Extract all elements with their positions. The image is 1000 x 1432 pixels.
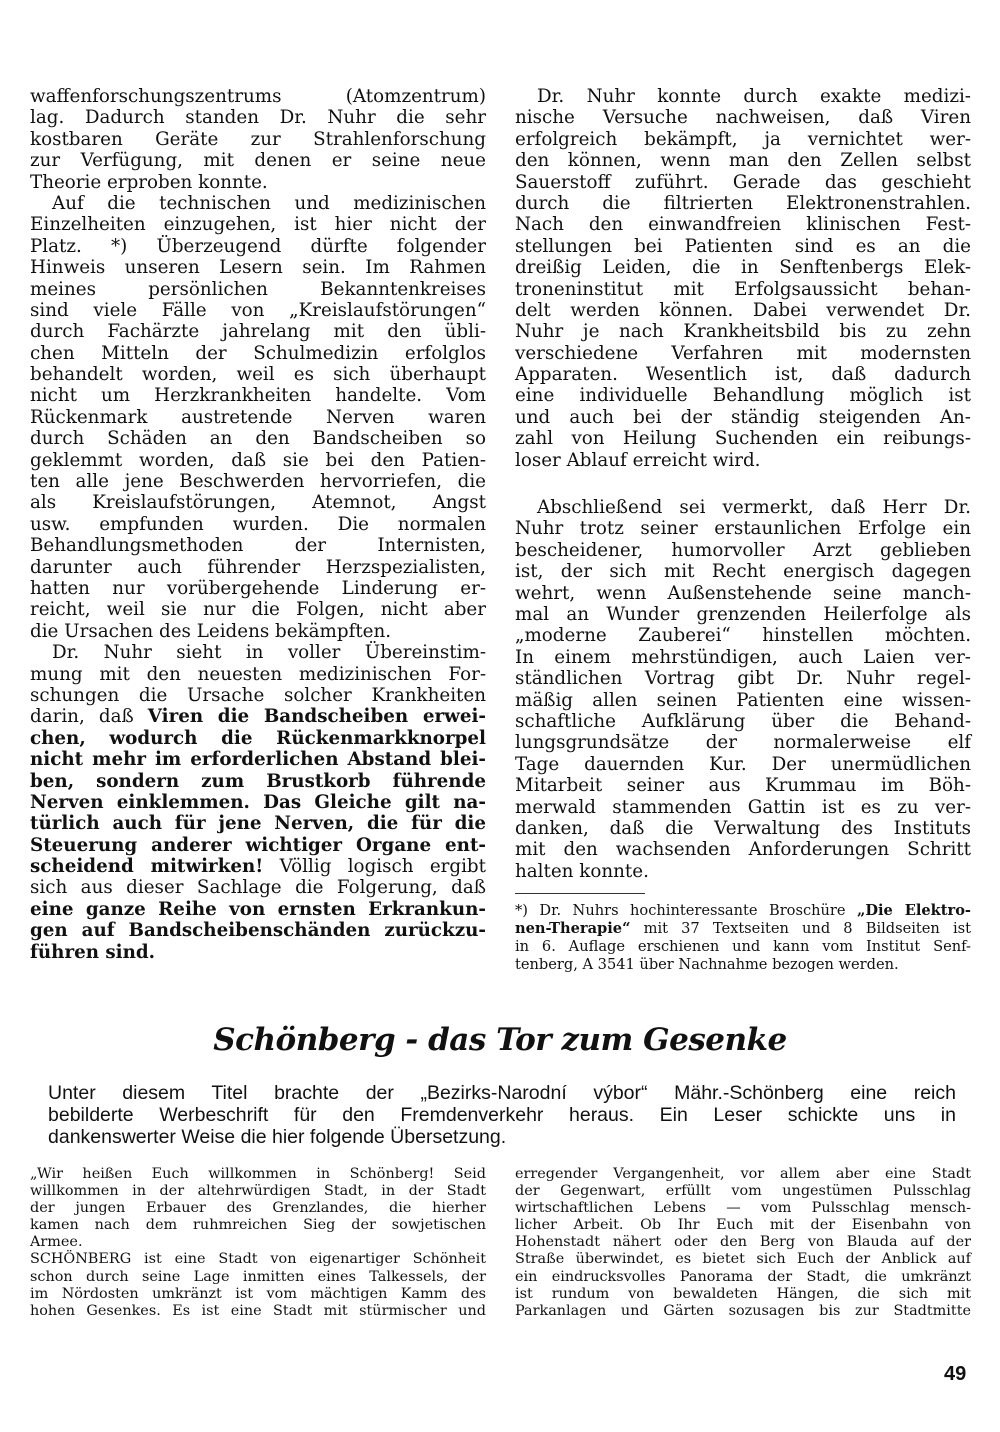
text-line: Unter diesem Titel brachte der „Bezirks-Narodní výbor“ Mähr.-Schönberg eine reich <box>48 1082 956 1104</box>
footnote-divider <box>515 893 645 894</box>
text-line: durch Fachärzte jahrelang mit den übli- <box>30 321 486 343</box>
text-line: schaftliche Aufklärung über die Behand- <box>515 710 971 732</box>
text-line: Einzelheiten einzugehen, ist hier nicht der <box>30 214 486 236</box>
text-line: durch Schäden an den Bandscheiben so <box>30 428 486 450</box>
text-line: den können, wenn man den Zellen selbst <box>515 150 971 172</box>
bold-text: Steuerung anderer wichtiger Organe ent- <box>30 834 486 856</box>
text-line: geklemmt worden, daß sie bei den Patien- <box>30 449 486 471</box>
text-line <box>30 835 486 856</box>
bold-text: nen-Therapie“ <box>515 920 631 937</box>
text-line: licher Arbeit. Ob Ihr Euch mit der Eisenbahn von <box>515 1217 971 1234</box>
text-line: mal an Wunder grenzenden Heilerfolge als <box>515 603 971 625</box>
text-line: schungen die Ursache solcher Krankheiten <box>30 684 486 706</box>
text-line <box>515 902 971 920</box>
text-line: hohen Gesenkes. Es ist eine Stadt mit stürmischer und <box>30 1302 486 1319</box>
bold-text: Nerven einklemmen. Das Gleiche gilt na- <box>30 791 486 813</box>
article-column-left <box>30 86 486 963</box>
text-line: mung mit den neuesten medizinischen For- <box>30 663 486 685</box>
text-run: *) Dr. Nuhrs hochinteressante Broschüre <box>515 902 857 919</box>
text-line: Nuhr je nach Krankheitsbild bis zu zehn <box>515 321 971 343</box>
text-line: waffenforschungszentrums (Atomzentrum) <box>30 86 486 107</box>
text-line: erfolgreich bekämpft, ja vernichtet wer- <box>515 128 971 150</box>
text-line: usw. empfunden wurden. Die normalen <box>30 513 486 535</box>
text-line <box>515 920 971 938</box>
text-line <box>30 728 486 749</box>
text-line: die Ursachen des Leidens bekämpften. <box>30 620 392 642</box>
article-column-right <box>515 86 971 882</box>
translation-column-right <box>515 1166 971 1320</box>
paragraph <box>515 902 971 974</box>
text-line: eine individuelle Behandlung möglich ist <box>515 385 971 407</box>
bold-text: ben, sondern zum Brustkorb führende <box>30 770 486 792</box>
text-line: In einem mehrstündigen, auch Laien ver- <box>515 646 971 668</box>
bold-text: führen sind. <box>30 941 156 963</box>
text-line: meines persönlichen Bekanntenkreises <box>30 278 486 300</box>
text-line: lungsgrundsätze der normalerweise elf <box>515 732 971 754</box>
paragraph <box>30 86 486 193</box>
text-run: Völlig logisch ergibt <box>263 856 486 878</box>
text-line: zur Verfügung, mit denen er seine neue <box>30 150 486 172</box>
text-line: willkommen in der altehrwürdigen Stadt, in der Stadt <box>30 1183 486 1200</box>
paragraph <box>30 1166 486 1251</box>
text-line: Sauerstoff zuführt. Gerade das geschieht <box>515 171 971 193</box>
text-line <box>30 771 486 792</box>
text-line: Theorie erproben konnte. <box>30 171 268 193</box>
text-line: Nuhr trotz seiner erstaunlichen Erfolge ein <box>515 518 971 540</box>
text-line: dankenswerter Weise die hier folgende Übersetzung. <box>48 1126 507 1148</box>
text-line: Parkanlagen und Gärten sozusagen bis zur Stadtmitte <box>515 1302 971 1319</box>
bold-text: Viren die Bandscheiben erwei- <box>147 706 487 728</box>
text-line: im Nördosten umkränzt ist vom mächtigen Kamm des <box>30 1285 486 1302</box>
text-line <box>30 749 486 770</box>
bold-text: scheidend mitwirken! <box>30 856 264 878</box>
text-line: behandelt worden, weil es sich überhaupt <box>30 364 486 386</box>
text-line: zahl von Heilung Suchenden ein reibungs- <box>515 428 971 450</box>
section-intro <box>48 1082 956 1148</box>
text-line: Platz. *) Überzeugend dürfte folgender <box>30 235 486 257</box>
text-line: schon durch seine Lage inmitten eines Talkessels, der <box>30 1268 486 1285</box>
text-line: erregender Vergangenheit, vor allem aber eine Stadt <box>515 1166 971 1182</box>
text-line: hatten nur vorübergehende Linderung er- <box>30 577 486 599</box>
text-line: reicht, weil sie nur die Folgen, nicht aber <box>30 599 486 621</box>
text-line: halten konnte. <box>515 860 649 882</box>
text-line: SCHÖNBERG ist eine Stadt von eigenartiger Schönheit <box>30 1251 486 1268</box>
page-number: 49 <box>944 1363 967 1385</box>
text-line: bescheidener, humorvoller Arzt geblieben <box>515 539 971 561</box>
text-line: Hinweis unseren Lesern sein. Im Rahmen <box>30 257 486 279</box>
text-line: loser Ablauf erreicht wird. <box>515 449 761 471</box>
text-line: dreißig Leiden, die in Senftenbergs Elek- <box>515 257 971 279</box>
text-line: als Kreislaufstörungen, Atemnot, Angst <box>30 492 486 514</box>
text-line: sich aus dieser Sachlage die Folgerung, daß <box>30 877 486 899</box>
text-line: Tage dauernden Kur. Der unermüdlichen <box>515 753 971 775</box>
paragraph <box>515 1166 971 1320</box>
text-line: danken, daß die Verwaltung des Instituts <box>515 817 971 839</box>
text-line: delt werden können. Dabei verwendet Dr. <box>515 299 971 321</box>
text-line: Hohenstadt nähert oder den Berg von Blauda auf der <box>515 1234 971 1251</box>
text-line: ist, der sich mit Recht energisch dagegen <box>515 561 971 583</box>
text-line: wehrt, wenn Außenstehende seine manch- <box>515 582 971 604</box>
text-line: mit den wachsenden Anforderungen Schritt <box>515 839 971 861</box>
text-line: mäßig allen seinen Patienten eine wissen- <box>515 689 971 711</box>
text-line: Abschließend sei vermerkt, daß Herr Dr. <box>537 497 971 519</box>
paragraph <box>515 86 971 471</box>
text-line <box>30 920 486 941</box>
text-run: mit 37 Textseiten und 8 Bildseiten ist <box>630 920 971 937</box>
text-line <box>30 856 486 877</box>
bold-text: türlich auch für jene Nerven, die für die <box>30 813 486 835</box>
text-line: stellungen bei Patienten sind es an die <box>515 235 971 257</box>
text-line: in 6. Auflage erschienen und kann vom Institut Senf- <box>515 938 971 955</box>
bold-text: „Die Elektro- <box>856 902 971 919</box>
bold-text: nicht mehr im erforderlichen Abstand blei- <box>30 749 486 771</box>
paragraph <box>515 497 971 882</box>
text-line: kostbaren Geräte zur Strahlenforschung <box>30 128 486 150</box>
text-line: „moderne Zauberei“ hinstellen möchten. <box>515 625 971 647</box>
text-line: „Wir heißen Euch willkommen in Schönberg! Seid <box>30 1166 486 1182</box>
bold-text: chen, wodurch die Rückenmarkknorpel <box>30 727 486 749</box>
bold-text: eine ganze Reihe von ernsten Erkrankun- <box>30 898 486 920</box>
text-line: tenberg, A 3541 über Nachnahme bezogen werden. <box>515 956 899 973</box>
text-line: der Gegenwart, erfüllt vom ungestümen Pulsschlag <box>515 1183 971 1200</box>
text-line: ein eindrucksvolles Panorama der Stadt, die umkränzt <box>515 1268 971 1285</box>
text-line: verschiedene Verfahren mit modernsten <box>515 342 971 364</box>
text-line: lag. Dadurch standen Dr. Nuhr die sehr <box>30 107 486 129</box>
text-line: Dr. Nuhr konnte durch exakte medizi- <box>537 86 971 107</box>
text-line: Nach den einwandfreien klinischen Fest- <box>515 214 971 236</box>
text-line: Armee. <box>30 1234 83 1251</box>
text-line: und auch bei der ständig steigenden An- <box>515 406 971 428</box>
text-line: durch die filtrierten Elektronenstrahlen. <box>515 192 971 214</box>
text-line: troneninstitut mit Erfolgsaussicht behan- <box>515 278 971 300</box>
text-run: darin, daß <box>30 706 148 728</box>
text-line: wirtschaftlichen Lebens — vom Pulsschlag mensch- <box>515 1200 971 1217</box>
bold-text: gen auf Bandscheibenschänden zurückzu- <box>30 920 486 942</box>
translation-column-left <box>30 1166 486 1320</box>
text-line: Behandlungsmethoden der Internisten, <box>30 535 486 557</box>
text-line: darunter auch führender Herzspezialisten, <box>30 556 486 578</box>
text-line: der jungen Erbauer des Grenzlandes, die hierher <box>30 1200 486 1217</box>
text-line: merwald stammenden Gattin ist es zu ver- <box>515 796 971 818</box>
paragraph <box>48 1082 956 1148</box>
paragraph <box>30 193 486 642</box>
text-line <box>30 792 486 813</box>
paragraph <box>30 642 486 963</box>
text-line: Rückenmark austretende Nerven waren <box>30 406 486 428</box>
text-line: Mitarbeit seiner aus Krummau im Böh- <box>515 775 971 797</box>
text-line: Auf die technischen und medizinischen <box>52 192 486 214</box>
text-line: Straße überwindet, es bietet sich Euch der Anblick auf <box>515 1251 971 1268</box>
text-line: sind viele Fälle von „Kreislaufstörungen“ <box>30 299 486 321</box>
text-line: Apparaten. Wesentlich ist, daß dadurch <box>515 364 971 386</box>
text-line: chen Mitteln der Schulmedizin erfolglos <box>30 342 486 364</box>
footnote <box>515 902 971 974</box>
text-line: ständlichen Vortrag gibt Dr. Nuhr regel- <box>515 668 971 690</box>
text-line: nische Versuche nachweisen, daß Viren <box>515 107 971 129</box>
text-line <box>30 942 486 963</box>
text-line: ist rundum von bewaldeten Hängen, die sich mit <box>515 1285 971 1302</box>
text-line <box>30 813 486 834</box>
text-line: bebilderte Werbeschrift für den Fremdenverkehr heraus. Ein Leser schickte uns in <box>48 1104 956 1126</box>
text-line: Dr. Nuhr sieht in voller Übereinstim- <box>52 642 486 664</box>
section-heading: Schönberg - das Tor zum Gesenke <box>213 1022 787 1058</box>
text-line: nicht um Herzkrankheiten handelte. Vom <box>30 385 486 407</box>
text-line: kamen nach dem ruhmreichen Sieg der sowjetischen <box>30 1217 486 1234</box>
text-line <box>30 899 486 920</box>
text-line <box>30 706 486 727</box>
paragraph <box>30 1251 486 1319</box>
text-line: ten alle jene Beschwerden hervorriefen, die <box>30 471 486 493</box>
